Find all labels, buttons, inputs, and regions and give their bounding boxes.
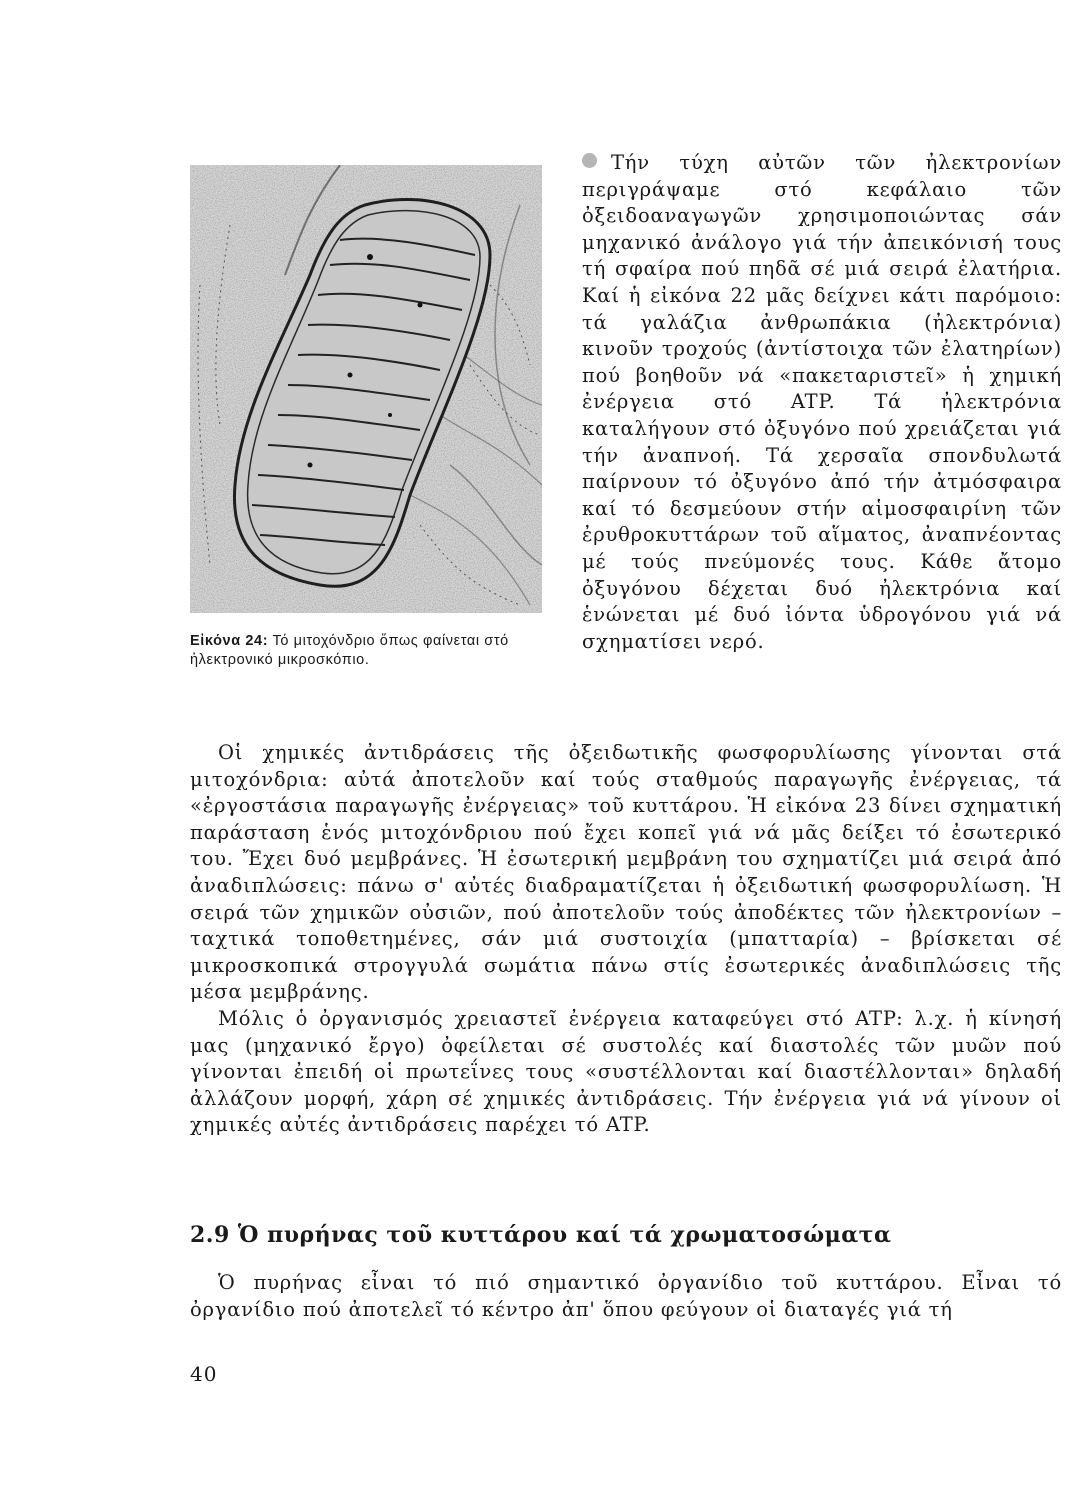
section-heading: 2.9 Ὁ πυρήνας τοῦ κυττάρου καί τά χρωματοσώματα xyxy=(190,1222,892,1248)
figure-caption xyxy=(190,632,545,670)
figure-label: Εἰκόνα 24: xyxy=(190,633,269,649)
main-body xyxy=(190,740,1062,1139)
figure-caption-text: Τό μιτοχόνδριο ὅπως φαίνεται στό ἠλεκτρονικό μικροσκόπιο. xyxy=(190,633,509,668)
mitochondrion-micrograph xyxy=(190,165,542,613)
micrograph-image xyxy=(190,165,542,613)
page-number: 40 xyxy=(190,1362,218,1386)
body-paragraph-1: Οἱ χημικές ἀντιδράσεις τῆς ὀξειδωτικῆς φωσφορυλίωσης γίνονται στά μιτοχόνδρια: αὐτά ἀποτελοῦν καί τούς σταθμούς παραγωγῆς ἐνέργειας, τά «ἐργοστάσια παραγωγῆς ἐνέργειας» τοῦ κυττάρου. Ἡ εἰκόνα 23 δίνει σχηματική παράσταση ἑνός μιτοχόνδριου πού ἔχει κοπεῖ γιά νά μᾶς δείξει τό ἐσωτερικό του. Ἔχει δυό μεμβράνες. Ἡ ἐσωτερική μεμβράνη του σχηματίζει μιά σειρά ἀπό ἀναδιπλώσεις: πάνω σ' αὐτές διαδραματίζεται ἡ ὀξειδωτική φωσφορυλίωση. Ἡ σειρά τῶν χημικῶν οὐσιῶν, πού ἀποτελοῦν τούς ἀποδέκτες τῶν ἠλεκτρονίων – ταχτικά τοποθετημένες, σάν μιά συστοιχία (μπατταρία) – βρίσκεται σέ μικροσκοπικά στρογγυλά σωμάτια πάνω στίς ἐσωτερικές ἀναδιπλώσεις τῆς μέσα μεμβράνης. xyxy=(190,741,1062,1004)
section-paragraph: Ὁ πυρήνας εἶναι τό πιό σημαντικό ὀργανίδιο τοῦ κυττάρου. Εἶναι τό ὀργανίδιο πού ἀποτελεῖ τό κέντρο ἀπ' ὅπου φεύγουν οἱ διαταγές γιά τή xyxy=(190,1271,1062,1321)
side-paragraph xyxy=(582,150,1062,655)
section-body xyxy=(190,1270,1062,1323)
bullet-dot-icon xyxy=(582,153,597,168)
body-paragraph-2: Μόλις ὁ ὀργανισμός χρειαστεῖ ἐνέργεια καταφεύγει στό ATP: λ.χ. ἡ κίνησή μας (μηχανικό ἔργο) ὀφείλεται σέ συστολές καί διαστολές τῶν μυῶν πού γίνονται ἐπειδή οἱ πρωτεΐνες τους «συστέλλονται καί διαστέλλονται» δηλαδή ἀλλάζουν μορφή, χάρη σέ χημικές ἀντιδράσεις. Τήν ἐνέργεια γιά νά γίνουν οἱ χημικές αὐτές ἀντιδράσεις παρέχει τό ATP. xyxy=(190,1006,1062,1137)
side-paragraph-text: Τήν τύχη αὐτῶν τῶν ἠλεκτρονίων περιγράψαμε στό κεφάλαιο τῶν ὀξειδοαναγωγῶν χρησιμοποιώντας σάν μηχανικό ἀνάλογο γιά τήν ἀπεικόνισή τους τή σφαίρα πού πηδᾶ σέ μιά σειρά ἐλατήρια. Καί ἡ εἰκόνα 22 μᾶς δείχνει κάτι παρόμοιο: τά γαλάζια ἀνθρωπάκια (ἠλεκτρόνια) κινοῦν τροχούς (ἀντίστοιχα τῶν ἐλατηρίων) πού βοηθοῦν νά «πακεταριστεῖ» ἡ χημική ἐνέργεια στό ATP. Τά ἠλεκτρόνια καταλήγουν στό ὀξυγόνο πού χρειάζεται γιά τήν ἀναπνοή. Τά χερσαῖα σπονδυλωτά παίρνουν τό ὀξυγόνο ἀπό τήν ἀτμόσφαιρα καί τό δεσμεύουν στήν αἱμοσφαιρίνη τῶν ἐρυθροκυττάρων τοῦ αἵματος, ἀναπνέοντας μέ τούς πνεύμονές τους. Κάθε ἄτομο ὀξυγόνου δέχεται δυό ἠλεκτρόνια καί ἑνώνεται μέ δυό ἰόντα ὑδρογόνου γιά νά σχηματίσει νερό. xyxy=(582,151,1062,653)
